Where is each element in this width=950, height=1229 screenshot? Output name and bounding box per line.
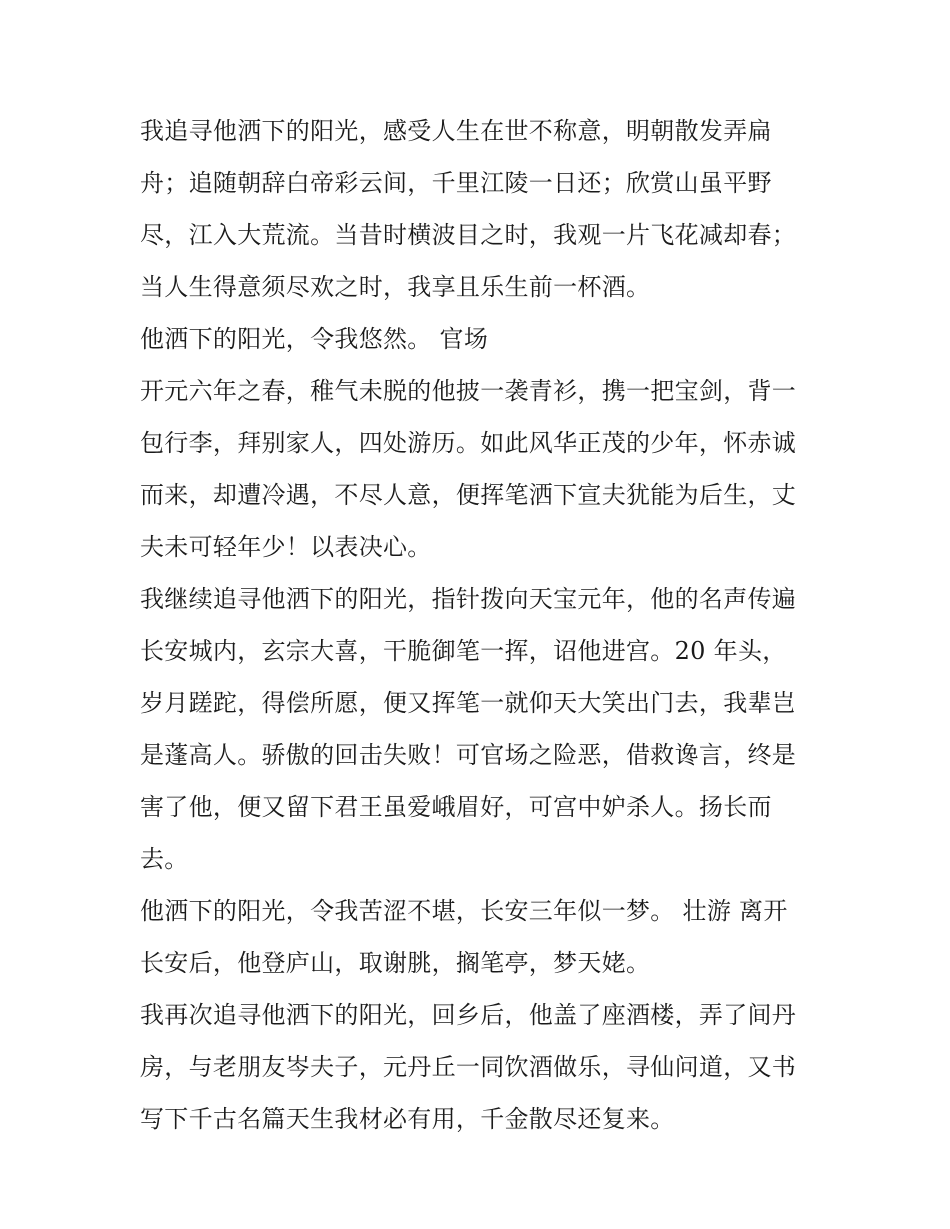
text-line: 我继续追寻他洒下的阳光，指针拨向天宝元年，他的名声传遍 (140, 585, 797, 613)
text-line: 长安后，他登庐山，取谢朓，搁笔亭，梦天姥。 (140, 949, 651, 977)
text-line: 夫未可轻年少！以表决心。 (140, 533, 432, 561)
text-line: 岁月蹉跎，得偿所愿，便又挥笔一就仰天大笑出门去，我辈岂 (140, 689, 797, 717)
text-line: 是蓬高人。骄傲的回击失败！可官场之险恶，借救谗言，终是 (140, 741, 797, 769)
text-line: 房，与老朋友岑夫子，元丹丘一同饮酒做乐，寻仙问道，又书 (140, 1053, 797, 1081)
text-line: 害了他，便又留下君王虽爱峨眉好，可宫中妒杀人。扬长而 (140, 793, 772, 821)
text-line: 我再次追寻他洒下的阳光，回乡后，他盖了座酒楼，弄了间丹 (140, 1001, 797, 1029)
text-line: 尽，江入大荒流。当昔时横波目之时，我观一片飞花减却春； (140, 221, 797, 249)
text-line: 当人生得意须尽欢之时，我享且乐生前一杯酒。 (140, 273, 651, 301)
text-line: 长安城内，玄宗大喜，干脆御笔一挥，诏他进宫。20 年头， (140, 637, 787, 665)
text-line: 写下千古名篇天生我材必有用，千金散尽还复来。 (140, 1105, 675, 1133)
text-line: 他洒下的阳光，令我悠然。 官场 (140, 325, 489, 353)
text-line: 开元六年之春，稚气未脱的他披一袭青衫，携一把宝剑，背一 (140, 377, 797, 405)
text-line: 舟；追随朝辞白帝彩云间，千里江陵一日还；欣赏山虽平野 (140, 169, 772, 197)
text-line: 他洒下的阳光，令我苦涩不堪，长安三年似一梦。 壮游 离开 (140, 897, 788, 925)
text-line: 我追寻他洒下的阳光，感受人生在世不称意，明朝散发弄扁 (140, 117, 772, 145)
text-line: 去。 (140, 845, 189, 873)
text-line: 而来，却遭冷遇，不尽人意，便挥笔洒下宣夫犹能为后生，丈 (140, 481, 797, 509)
text-line: 包行李，拜别家人，四处游历。如此风华正茂的少年，怀赤诚 (140, 429, 797, 457)
document-body (140, 105, 820, 1145)
